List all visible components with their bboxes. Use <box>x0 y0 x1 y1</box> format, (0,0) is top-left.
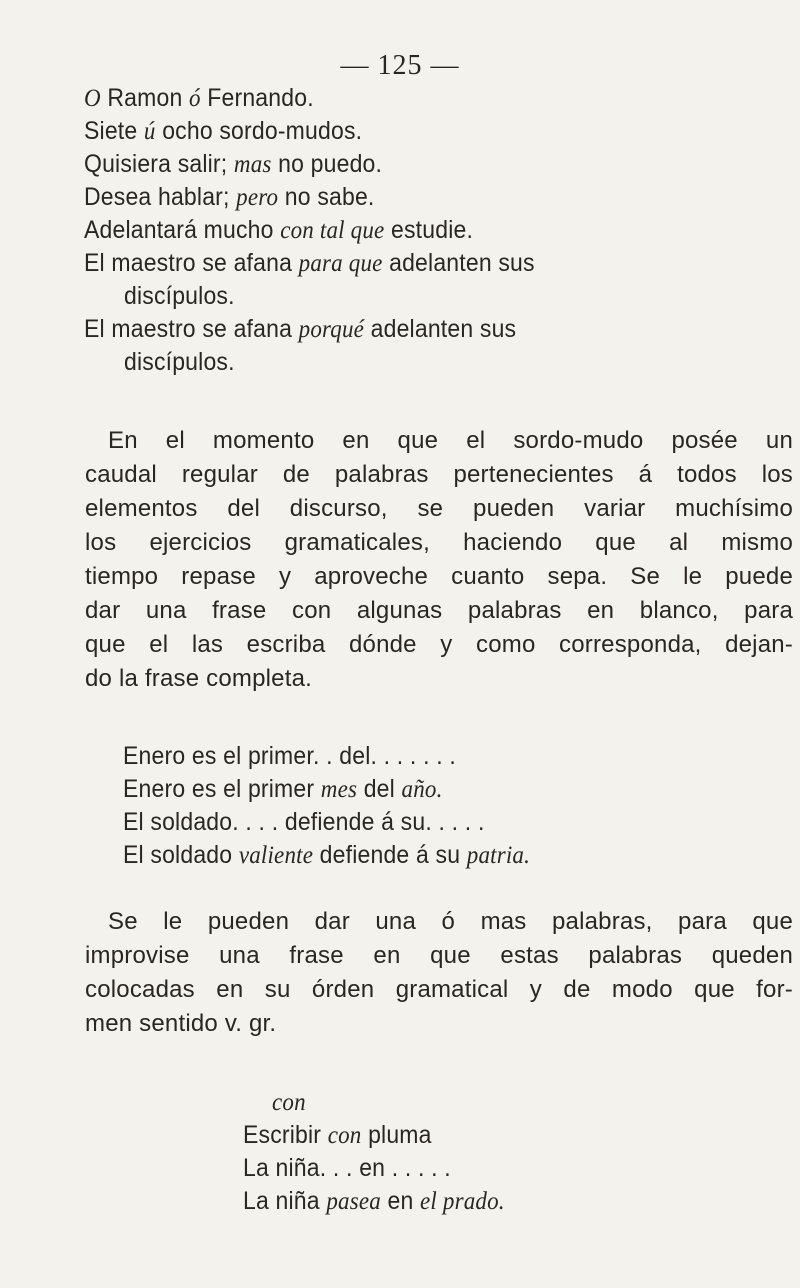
example-line-7: El maestro se afana porqué adelanten sus <box>84 315 517 343</box>
paragraph-2-line: Se le pueden dar una ó mas palabras, para que <box>108 908 793 935</box>
page-number: — 125 — <box>340 50 460 81</box>
example-line-6: El maestro se afana para que adelanten sus <box>84 249 535 277</box>
example-line-3: Quisiera salir; mas no puedo. <box>84 150 383 178</box>
paragraph-1-line: dar una frase con algunas palabras en blanco, para <box>85 597 793 624</box>
paragraph-1-line: que el las escriba dónde y como corresponda, dejan- <box>85 631 793 658</box>
paragraph-2-line: improvise una frase en que estas palabras queden <box>85 942 793 969</box>
example-line-1: O Ramon ó Fernando. <box>84 84 314 112</box>
example3-line-2: La niña. . . en . . . . . <box>243 1154 451 1182</box>
example3-line-1: Escribir con pluma <box>243 1121 432 1149</box>
paragraph-1-line: caudal regular de palabras pertenecientes á todos los <box>85 461 793 488</box>
example3-header: con <box>272 1089 306 1116</box>
example-line-7-cont: discípulos. <box>124 348 235 376</box>
paragraph-2-line: colocadas en su órden gramatical y de modo que for- <box>85 976 793 1003</box>
example3-line-3: La niña pasea en el prado. <box>243 1187 505 1215</box>
example2-line-2: Enero es el primer mes del año. <box>123 775 443 803</box>
paragraph-1-line: En el momento en que el sordo-mudo posée un <box>108 427 793 454</box>
paragraph-1-line: do la frase completa. <box>85 665 312 692</box>
example2-line-4: El soldado valiente defiende á su patria. <box>123 841 531 869</box>
paragraph-1-line: tiempo repase y aproveche cuanto sepa. Se le puede <box>85 563 793 590</box>
example-line-5: Adelantará mucho con tal que estudie. <box>84 216 474 244</box>
example-line-2: Siete ú ocho sordo-mudos. <box>84 117 363 145</box>
paragraph-2-line: men sentido v. gr. <box>85 1010 277 1037</box>
example-line-4: Desea hablar; pero no sabe. <box>84 183 375 211</box>
example-line-6-cont: discípulos. <box>124 282 235 310</box>
example2-line-3: El soldado. . . . defiende á su. . . . . <box>123 808 485 836</box>
example2-line-1: Enero es el primer. . del. . . . . . . <box>123 742 456 770</box>
paragraph-1-line: elementos del discurso, se pueden variar muchísimo <box>85 495 793 522</box>
paragraph-1-line: los ejercicios gramaticales, haciendo que al mismo <box>85 529 793 556</box>
